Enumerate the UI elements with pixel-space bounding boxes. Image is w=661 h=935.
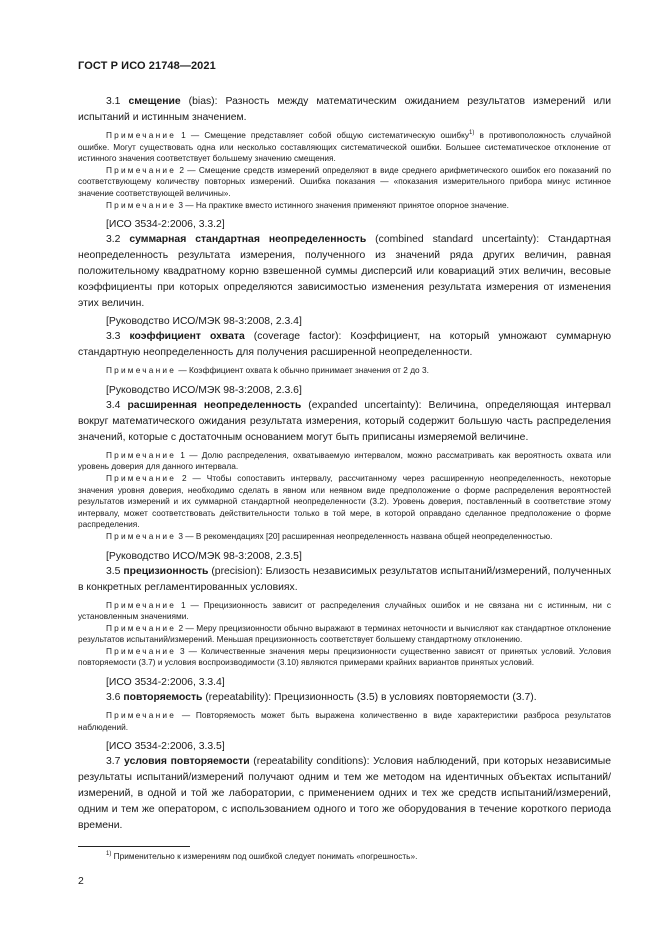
note: Примечание 3 — В рекомендациях [20] расширенная неопределенность названа общей неопределенностью.	[106, 530, 553, 541]
term-definition: 3.2 суммарная стандартная неопределенность (combined standard uncertainty): Стандартная неопределенность результата измерения, полученного из значений ряда других величин, равная положительному квадратному корню взвешенной суммы дисперсий или ковариаций этих величин, весовые коэффициенты при которых определяются зависимостью изменения результата измерения от изменения этих величин.	[78, 234, 612, 310]
section-3-1	[78, 94, 611, 211]
source-reference: [ИСО 3534-2:2006, 3.3.2]	[106, 219, 225, 231]
term-name: условия повторяемости	[124, 756, 250, 768]
note: Примечание 1 — Смещение представляет собой общую систематическую ошибку$^{1)}$ в противоположность случайной ошибке. Могут существовать одна или несколько составляющих систематической ошибки. Большее систематическое отклонение от истинного значения соответствует большему значению смещения.	[78, 130, 611, 164]
footnote-divider	[78, 846, 190, 847]
term-definition: 3.7 условия повторяемости (repeatability conditions): Условия наблюдений, при которых независимые результаты испытаний/измерений получают одним и тем же методом на идентичных объектах испытаний/измерений, в одной и той же лаборатории, с применением одних и тех же средств испытаний/измерений, одним и тем же оператором, с использованием одного и того же оборудования в течение короткого периода времени.	[78, 756, 611, 832]
term-name: повторяемость	[123, 692, 203, 704]
section-3-3	[78, 314, 611, 377]
footnote-marker: 1)	[469, 130, 475, 137]
source-reference: [ИСО 3534-2:2006, 3.3.5]	[106, 741, 225, 753]
source-reference: [ИСО 3534-2:2006, 3.3.4]	[106, 677, 225, 689]
term-definition: 3.1 смещение (bias): Разность между математическим ожиданием результатов измерений или испытаний и истинным значением.	[78, 96, 612, 123]
page-number: 2	[78, 876, 84, 888]
notes-block	[78, 710, 611, 733]
note: Примечание 3 — На практике вместо истинного значения применяют принятое опорное значение.	[106, 199, 509, 210]
term-name: прецизионность	[123, 565, 209, 577]
note: Примечание 2 — Смещение средств измерений определяют в виде среднего арифметического ошибок его показаний по соответствующему количеству повторных измерений. Ошибка показания — «показания измерительного прибора минус истинное значение соответствующей величины».	[78, 164, 611, 198]
term-name: суммарная стандартная неопределенность	[129, 234, 367, 246]
note: Примечание 2 — Меру прецизионности обычно выражают в терминах неточности и вычисляют как стандартное отклонение результатов испытаний/измерений. Меньшая прецизионность соответствует большему стандартному отклонению.	[78, 622, 611, 645]
section-3-4	[78, 383, 611, 543]
term-definition: 3.6 повторяемость (repeatability): Прецизионность (3.5) в условиях повторяемости (3.7).	[106, 692, 537, 704]
notes-block	[78, 600, 611, 670]
term-definition: 3.5 прецизионность (precision): Близость независимых результатов испытаний/измерений, полученных в конкретных регламентированных условиях.	[78, 565, 612, 593]
source-reference: [Руководство ИСО/МЭК 98-3:2008, 2.3.5]	[106, 550, 302, 562]
term-definition: 3.3 коэффициент охвата (coverage factor): Коэффициент, на который умножают суммарную стандартную неопределенность для получения расширенной неопределенности.	[78, 331, 611, 359]
source-reference: [Руководство ИСО/МЭК 98-3:2008, 2.3.4]	[106, 316, 302, 328]
footnote: $^{1)}$ Применительно к измерениям под ошибкой следует понимать «погрешность».	[106, 851, 418, 862]
section-3-2	[78, 217, 611, 312]
notes-block	[78, 365, 611, 377]
term-name: коэффициент охвата	[129, 331, 245, 343]
source-reference: [Руководство ИСО/МЭК 98-3:2008, 2.3.6]	[106, 384, 302, 396]
notes-block	[78, 450, 611, 543]
footnote-marker: 1)	[106, 851, 112, 858]
term-definition: 3.4 расширенная неопределенность (expanded uncertainty): Величина, определяющая интервал вокруг математического ожидания результата измерения, который содержит большую часть распределения значений, которые с достаточным основанием могут быть приписаны измеряемой величине.	[78, 399, 611, 443]
note: Примечание 3 — Количественные значения меры прецизионности существенно зависят от принятых условий. Условия повторяемости (3.7) и условия воспроизводимости (3.10) являются примерами крайних вариантов принятых условий.	[78, 645, 611, 668]
section-3-6	[78, 675, 611, 733]
note: Примечание — Повторяемость может быть выражена количественно в виде характеристики разброса результатов наблюдений.	[78, 710, 611, 732]
term-name: смещение	[128, 96, 181, 107]
note: Примечание 1 — Долю распределения, охватываемую интервалом, можно рассматривать как вероятность охвата или уровень доверия для данного интервала.	[78, 449, 611, 472]
term-name: расширенная неопределенность	[127, 399, 302, 411]
section-3-7	[78, 739, 611, 834]
document-header: ГОСТ Р ИСО 21748—2021	[78, 60, 216, 72]
notes-block	[78, 130, 611, 211]
note: Примечание — Коэффициент охвата k обычно принимает значения от 2 до 3.	[106, 365, 429, 376]
section-3-5	[78, 549, 611, 670]
note: Примечание 1 — Прецизионность зависит от распределения случайных ошибок и не связана ни с истинным, ни с установленным значениями.	[78, 599, 611, 622]
note: Примечание 2 — Чтобы сопоставить интервалу, рассчитанному через расширенную неопределенность, некоторые значения уровня доверия, необходимо сделать в явном или неявном виде предположение о форме распределения вероятностей результатов измерений и их суммарной стандартной неопределенности (3.2). Уровень доверия, поставленный в соответствие этому интервалу, может соответствовать действительности только в той мере, в которой оправдано сделанное предположение о форме распределения.	[78, 472, 611, 530]
